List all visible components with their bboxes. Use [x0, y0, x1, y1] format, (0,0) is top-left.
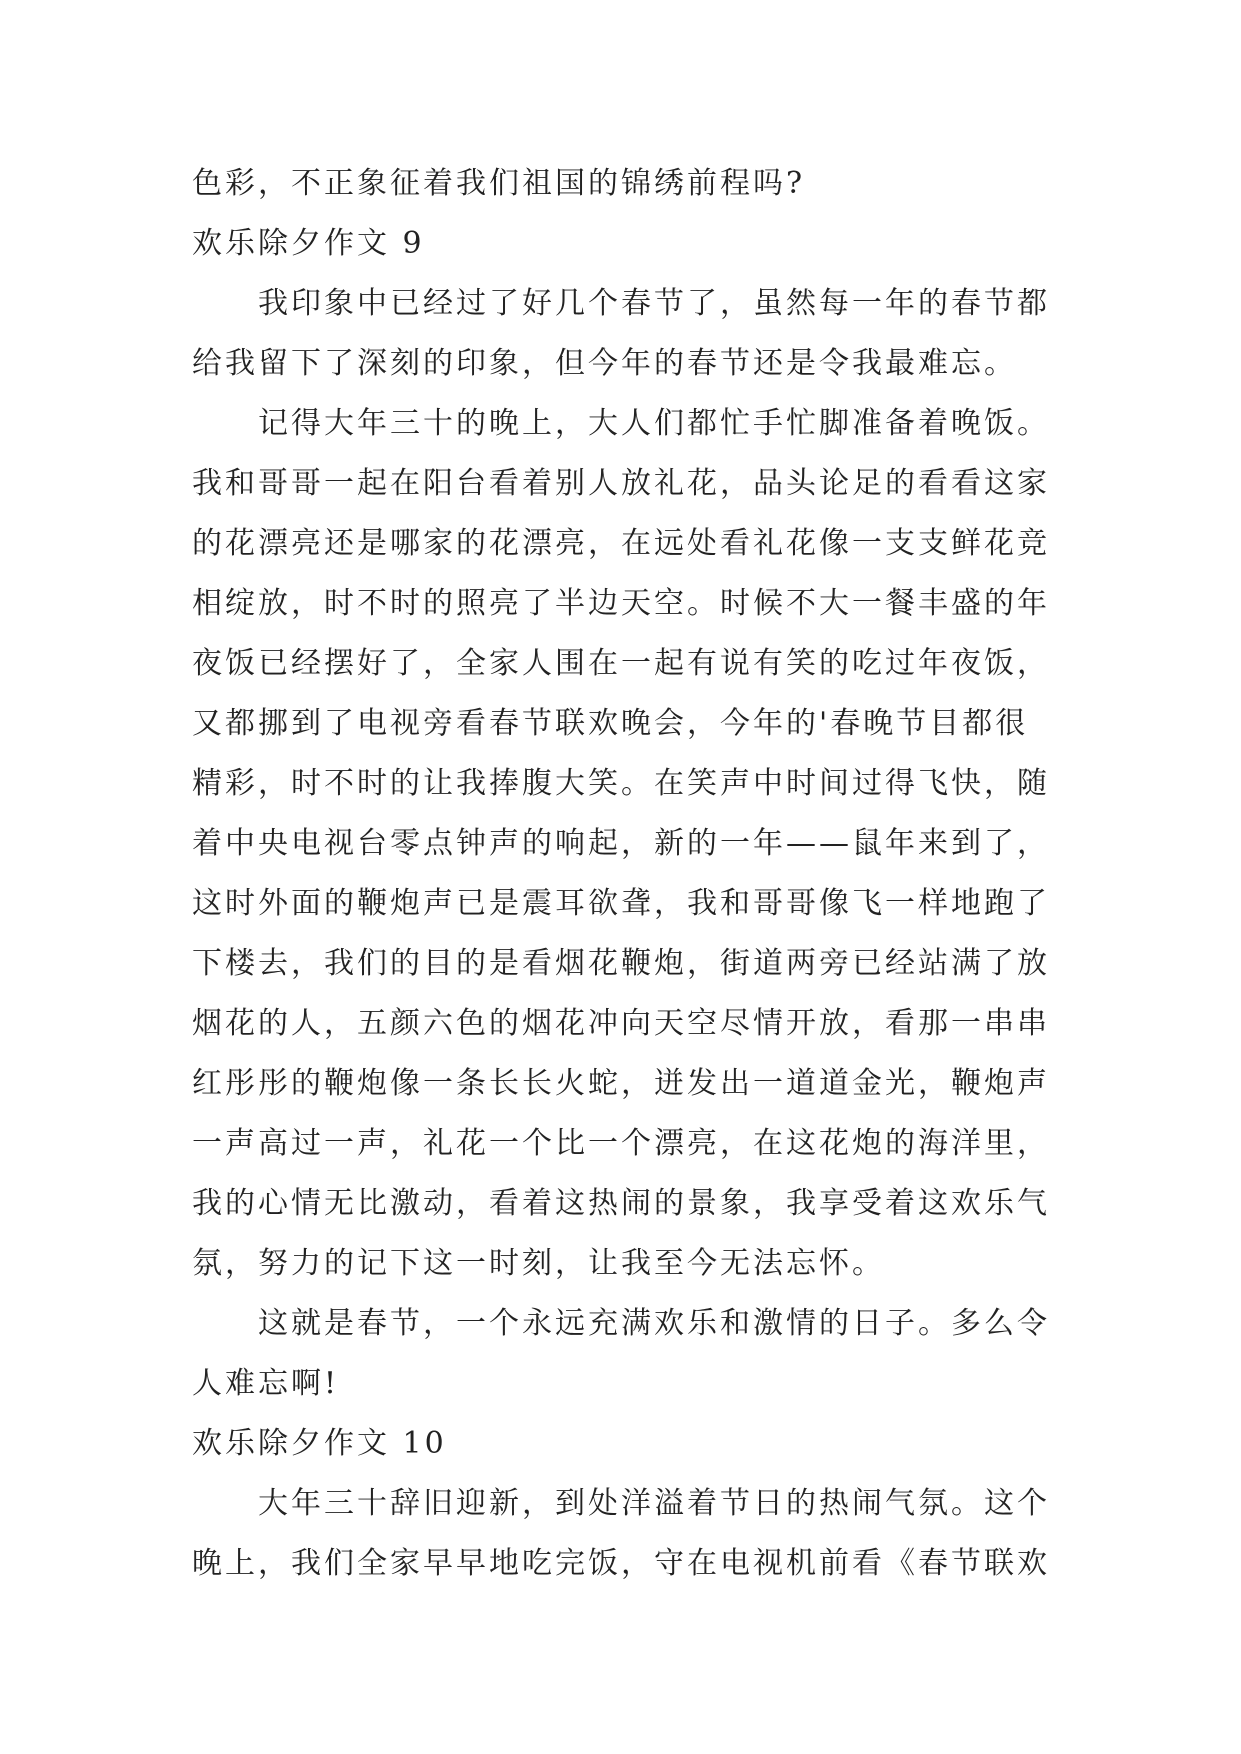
document-body: [192, 154, 1112, 1594]
text-line: 又都挪到了电视旁看春节联欢晚会，今年的'春晚节目都很: [192, 706, 1029, 741]
text-line: 人难忘啊!: [192, 1366, 340, 1401]
paragraph: [192, 394, 1112, 1294]
section-essay-9: [192, 214, 1112, 1414]
paragraph-continuation: [192, 154, 1112, 214]
paragraph: [192, 1294, 1112, 1414]
paragraph: [192, 274, 1112, 394]
text-line: 我和哥哥一起在阳台看着别人放礼花，品头论足的看看这家: [192, 466, 1050, 501]
text-line: 精彩，时不时的让我捧腹大笑。在笑声中时间过得飞快，随: [192, 766, 1050, 801]
text-line: 我的心情无比激动，看着这热闹的景象，我享受着这欢乐气: [192, 1186, 1050, 1221]
text-line: 我印象中已经过了好几个春节了，虽然每一年的春节都: [258, 286, 1050, 321]
text-line: 这就是春节，一个永远充满欢乐和激情的日子。多么令: [258, 1306, 1050, 1341]
text-line: 着中央电视台零点钟声的响起，新的一年——鼠年来到了，: [192, 826, 1050, 861]
text-line: 的花漂亮还是哪家的花漂亮，在远处看礼花像一支支鲜花竞: [192, 526, 1050, 561]
section-heading: 欢乐除夕作文 10: [192, 1426, 447, 1461]
text-line: 给我留下了深刻的印象，但今年的春节还是令我最难忘。: [192, 346, 1017, 381]
text-line: 烟花的人，五颜六色的烟花冲向天空尽情开放，看那一串串: [192, 1006, 1050, 1041]
text-line: 晚上，我们全家早早地吃完饭，守在电视机前看《春节联欢: [192, 1546, 1050, 1581]
text-line: 这时外面的鞭炮声已是震耳欲聋，我和哥哥像飞一样地跑了: [192, 886, 1050, 921]
paragraph: [192, 1474, 1112, 1594]
text-line: 氛，努力的记下这一时刻，让我至今无法忘怀。: [192, 1246, 885, 1281]
text-line: 一声高过一声，礼花一个比一个漂亮，在这花炮的海洋里，: [192, 1126, 1050, 1161]
text-line: 记得大年三十的晚上，大人们都忙手忙脚准备着晚饭。: [258, 406, 1050, 441]
section-essay-10: [192, 1414, 1112, 1594]
text-line: 下楼去，我们的目的是看烟花鞭炮，街道两旁已经站满了放: [192, 946, 1050, 981]
text-line: 色彩，不正象征着我们祖国的锦绣前程吗?: [192, 166, 806, 201]
text-line: 相绽放，时不时的照亮了半边天空。时候不大一餐丰盛的年: [192, 586, 1050, 621]
text-line: 红彤彤的鞭炮像一条长长火蛇，迸发出一道道金光，鞭炮声: [192, 1066, 1050, 1101]
text-line: 夜饭已经摆好了，全家人围在一起有说有笑的吃过年夜饭，: [192, 646, 1050, 681]
text-line: 大年三十辞旧迎新，到处洋溢着节日的热闹气氛。这个: [258, 1486, 1050, 1521]
section-heading: 欢乐除夕作文 9: [192, 226, 425, 261]
